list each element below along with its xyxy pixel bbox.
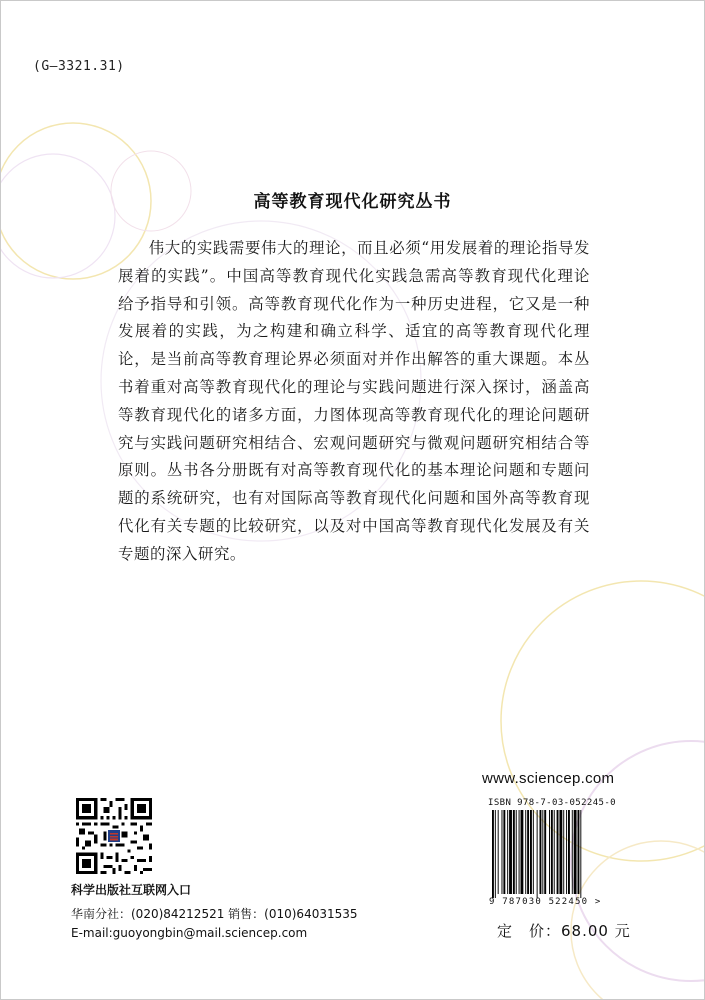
- qr-code-icon: [76, 798, 152, 878]
- publisher-name: 科学出版社互联网入口: [71, 883, 192, 897]
- publisher-email[interactable]: E-mail:guoyongbin@mail.sciencep.com: [71, 926, 308, 940]
- publisher-phone: 华南分社：(020)84212521 销售：(010)64031535: [71, 907, 358, 921]
- price: 定 价：68.00 元: [497, 922, 631, 940]
- barcode-icon: [486, 810, 616, 898]
- isbn-label: ISBN 978-7-03-052245-0: [488, 798, 617, 808]
- isbn-barcode: [486, 798, 616, 916]
- series-title: 高等教育现代化研究丛书: [253, 192, 452, 212]
- publisher-website-link[interactable]: www.sciencep.com: [482, 770, 615, 787]
- series-description: 伟大的实践需要伟大的理论，而且必须“用发展着的理论指导发展着的实践”。中国高等教育现代化实践急需高等教育现代化理论给予指导和引领。高等教育现代化作为一种历史进程，它又是一种发展着的实践，为之构建和确立科学、适宜的高等教育现代化理论，是当前高等教育理论界必须面对并作出解答的重大课题。本丛书着重对高等教育现代化的理论与实践问题进行深入探讨，涵盖高等教育现代化的诸多方面，力图体现高等教育现代化的理论问题研究与实践问题研究相结合、宏观问题研究与微观问题研究相结合等原则。丛书各分册既有对高等教育现代化的基本理论问题和专题问题的系统研究，也有对国际高等教育现代化问题和国外高等教育现代化有关专题的比较研究，以及对中国高等教育现代化发展及有关专题的深入研究。: [118, 239, 590, 563]
- barcode-digits: 9 787030 522450 >: [489, 897, 602, 907]
- catalog-code: (G—3321.31): [33, 59, 125, 74]
